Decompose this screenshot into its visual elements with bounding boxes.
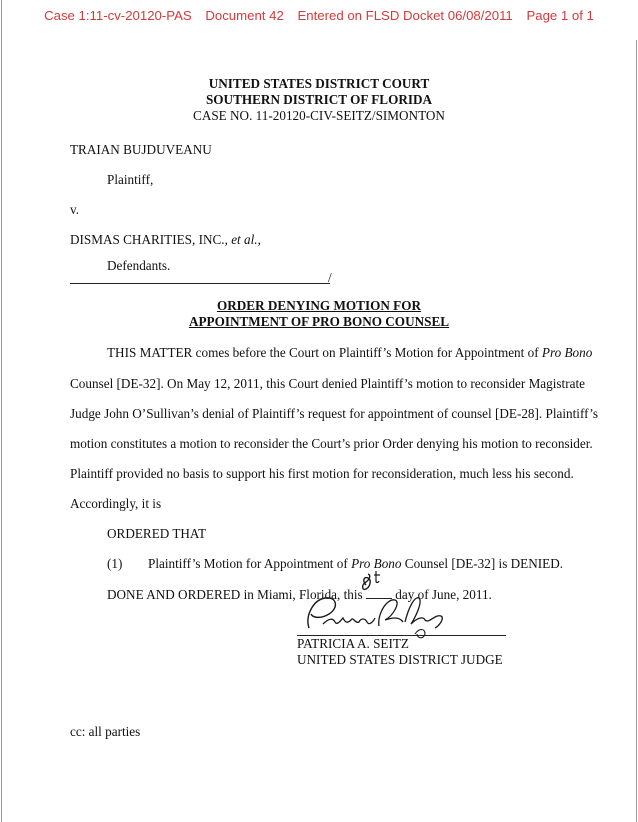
caption-rule <box>70 283 330 284</box>
order-title-line1: ORDER DENYING MOTION FOR <box>216 298 422 313</box>
court-name: UNITED STATES DISTRICT COURT <box>208 76 430 91</box>
plaintiff-name: TRAIAN BUJDUVEANU <box>70 142 212 157</box>
cc-line: cc: all parties <box>70 724 141 739</box>
body-line-6: Accordingly, it is <box>70 496 162 511</box>
body-line-1: THIS MATTER comes before the Court on Plaintiff’s Motion for Appointment of Pro Bono <box>107 345 593 360</box>
body-line-3: Judge John O’Sullivan’s denial of Plaintiff’s request for appointment of counsel [DE-28]. Plaintiff’s <box>70 406 599 421</box>
case-number: CASE NO. 11-20120-CIV-SEITZ/SIMONTON <box>193 108 445 123</box>
order-title-line2: APPOINTMENT OF PRO BONO COUNSEL <box>188 314 450 329</box>
body-line-4: motion constitutes a motion to reconsider the Court’s prior Order denying his motion to reconsider. <box>70 436 593 451</box>
order-item-number: (1) <box>107 556 123 571</box>
caption-slash: / <box>328 270 332 285</box>
judge-name: PATRICIA A. SEITZ <box>297 636 409 651</box>
docket-entered: Entered on FLSD Docket 06/08/2011 <box>297 8 513 23</box>
court-district: SOUTHERN DISTRICT OF FLORIDA <box>205 92 433 107</box>
done-and-ordered: DONE AND ORDERED in Miami, Florida, this day of June, 2011. <box>107 587 492 602</box>
judge-title: UNITED STATES DISTRICT JUDGE <box>297 652 503 667</box>
docket-header <box>0 8 638 23</box>
order-item-text: Plaintiff’s Motion for Appointment of Pro Bono Counsel [DE-32] is DENIED. <box>148 556 564 571</box>
judge-signature <box>295 588 465 640</box>
docket-case: Case 1:11-cv-20120-PAS <box>44 8 192 23</box>
defendant-etal: et al. <box>231 232 258 247</box>
ordered-that: ORDERED THAT <box>107 526 207 541</box>
body-line-2: Counsel [DE-32]. On May 12, 2011, this Court denied Plaintiff’s motion to reconsider Magistrate <box>70 376 585 391</box>
versus: v. <box>70 202 80 217</box>
page-edge-right <box>636 40 637 822</box>
defendant-role: Defendants. <box>107 258 171 273</box>
docket-page: Page 1 of 1 <box>526 8 594 23</box>
docket-document: Document 42 <box>205 8 284 23</box>
defendant-name: DISMAS CHARITIES, INC., et al., <box>70 232 261 247</box>
plaintiff-role: Plaintiff, <box>107 172 154 187</box>
body-line-5: Plaintiff provided no basis to support his first motion for reconsideration, much less his second. <box>70 466 574 481</box>
